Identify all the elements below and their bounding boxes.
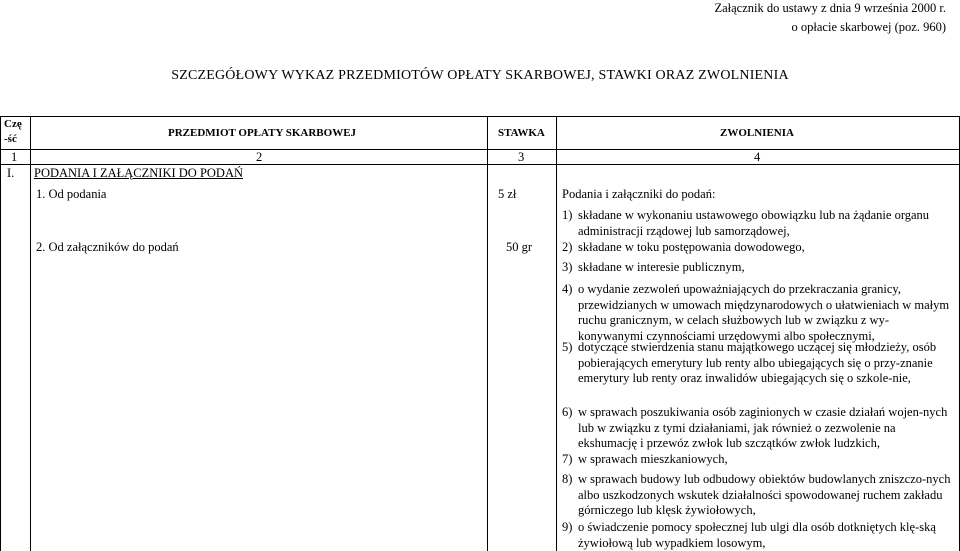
exemption-text: składane w wykonaniu ustawowego obowiązku lub na żądanie organu administracji rządowej lub samorządowej, bbox=[578, 208, 930, 238]
exemption-item bbox=[562, 208, 954, 239]
exemption-number: 5) bbox=[562, 340, 573, 354]
header-exemptions: ZWOLNIENIA bbox=[720, 127, 794, 139]
header-part-line2: -ść bbox=[4, 133, 17, 145]
header-bottom-border bbox=[0, 149, 960, 150]
exemption-item bbox=[562, 520, 954, 551]
row-1-rate: 5 zł bbox=[498, 187, 517, 201]
section-title: PODANIA I ZAŁĄCZNIKI DO PODAŃ bbox=[34, 166, 244, 180]
exemption-number: 7) bbox=[562, 452, 573, 466]
header-rate: STAWKA bbox=[498, 127, 545, 139]
exemption-text: dotyczące stwierdzenia stanu majątkowego uczącej się młodzieży, osób pobierających emerytury lub renty albo ubiegających się o przy-znanie emerytury lub renty oraz inwalidów ubiegających się o szkole-nie, bbox=[578, 340, 937, 385]
col-number-1: 1 bbox=[11, 150, 18, 164]
exemption-item bbox=[562, 260, 954, 276]
exemption-text: w sprawach poszukiwania osób zaginionych w czasie działań wojen-nych lub w związku z tymi działaniami, jak również o zezwolenie na ekshumację i przewóz zwłok lub szczątków zwłok ludzkich, bbox=[578, 405, 948, 450]
header-part-line1: Czę bbox=[4, 118, 22, 130]
table-top-border bbox=[0, 116, 960, 117]
exemption-item bbox=[562, 452, 954, 468]
exemption-number: 3) bbox=[562, 260, 573, 274]
col-divider-1 bbox=[30, 116, 31, 551]
col-divider-2 bbox=[487, 116, 488, 551]
exemption-text: o świadczenie pomocy społecznej lub ulgi dla osób dotkniętych klę-ską żywiołową lub wypadkiem losowym, bbox=[578, 520, 936, 550]
header-publication-line: o opłacie skarbowej (poz. 960) bbox=[791, 20, 946, 34]
table-left-border bbox=[0, 116, 1, 551]
col-number-4: 4 bbox=[754, 150, 761, 164]
numbers-bottom-border bbox=[0, 164, 960, 165]
row-1-subject: 1. Od podania bbox=[36, 187, 107, 201]
col-divider-3 bbox=[556, 116, 557, 551]
exemption-text: składane w toku postępowania dowodowego, bbox=[578, 240, 805, 254]
document-title: SZCZEGÓŁOWY WYKAZ PRZEDMIOTÓW OPŁATY SKARBOWEJ, STAWKI ORAZ ZWOLNIENIA bbox=[171, 68, 789, 83]
exemption-text: składane w interesie publicznym, bbox=[578, 260, 745, 274]
exemption-item bbox=[562, 472, 954, 519]
exemption-number: 2) bbox=[562, 240, 573, 254]
col-number-2: 2 bbox=[256, 150, 263, 164]
exemption-item bbox=[562, 340, 954, 387]
row-2-rate: 50 gr bbox=[506, 240, 533, 254]
col-number-3: 3 bbox=[518, 150, 525, 164]
exemption-number: 8) bbox=[562, 472, 573, 486]
exemption-item bbox=[562, 240, 954, 256]
header-subject: PRZEDMIOT OPŁATY SKARBOWEJ bbox=[168, 127, 357, 139]
exemption-text: o wydanie zezwoleń upoważniających do przekraczania granicy, przewidzianych w umowach międzynarodowych o ułatwieniach w małym ruchu granicznym, w celach służbowych lub w związku z wy-konywanymi czynnościami urzędowymi albo społecznymi, bbox=[578, 282, 950, 343]
exemption-number: 1) bbox=[562, 208, 573, 222]
exemption-text: w sprawach budowy lub odbudowy obiektów budowlanych zniszczo-nych albo uszkodzonych wskutek działalności spowodowanej ruchem zakładu górniczego lub klęsk żywiołowych, bbox=[578, 472, 951, 517]
exemption-number: 9) bbox=[562, 520, 573, 534]
header-attachment-line: Załącznik do ustawy z dnia 9 września 2000 r. bbox=[714, 1, 946, 15]
section-number: I. bbox=[7, 166, 15, 180]
exemption-number: 4) bbox=[562, 282, 573, 296]
exemption-number: 6) bbox=[562, 405, 573, 419]
exemption-intro: Podania i załączniki do podań: bbox=[562, 187, 716, 201]
exemption-text: w sprawach mieszkaniowych, bbox=[578, 452, 728, 466]
exemption-item bbox=[562, 405, 954, 452]
row-2-subject: 2. Od załączników do podań bbox=[36, 240, 179, 254]
exemption-item bbox=[562, 282, 954, 344]
